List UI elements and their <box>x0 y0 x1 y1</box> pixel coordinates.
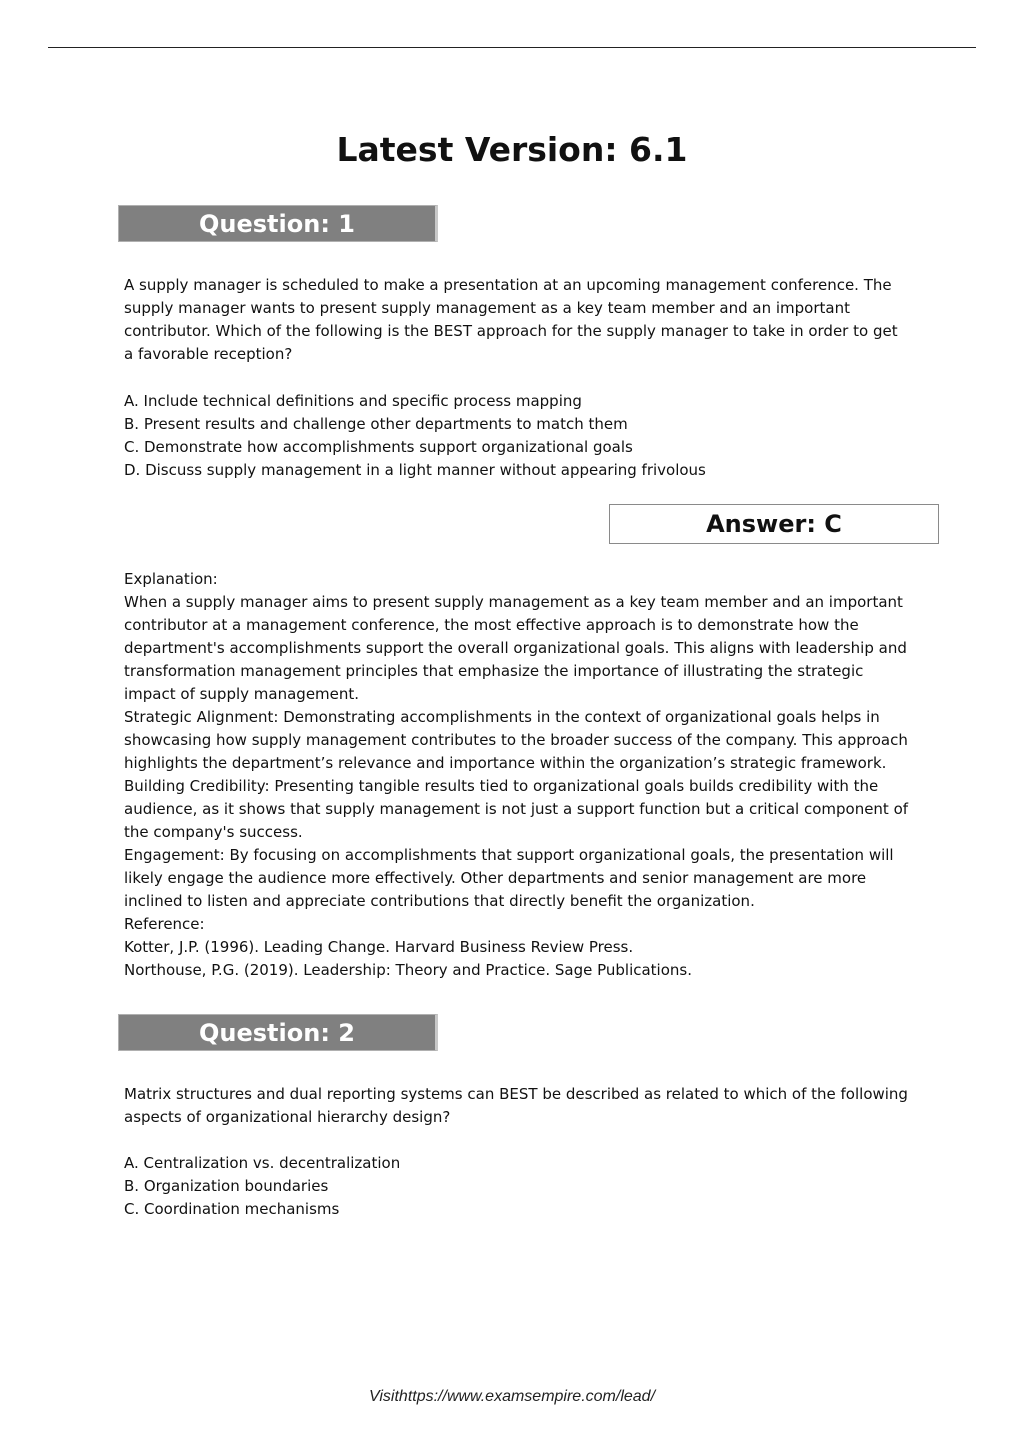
explanation-line: showcasing how supply management contributes to the broader success of the company. This approach <box>124 731 908 749</box>
footer-link[interactable]: Visithttps://www.examsempire.com/lead/ <box>368 1388 656 1405</box>
option-c: C. Coordination mechanisms <box>124 1200 340 1218</box>
question-1-stem <box>124 274 934 366</box>
explanation-line: impact of supply management. <box>124 685 360 703</box>
question-1-header: Question: 1 <box>118 205 438 242</box>
explanation-line: When a supply manager aims to present supply management as a key team member and an important <box>124 593 903 611</box>
reference-item: Kotter, J.P. (1996). Leading Change. Harvard Business Review Press. <box>124 938 634 956</box>
question-2-header: Question: 2 <box>118 1014 438 1051</box>
question-1-explanation <box>124 568 934 982</box>
explanation-line: likely engage the audience more effectively. Other departments and senior management are more <box>124 869 867 887</box>
reference-item: Northouse, P.G. (2019). Leadership: Theory and Practice. Sage Publications. <box>124 961 692 979</box>
explanation-line: the company's success. <box>124 823 303 841</box>
explanation-line: inclined to listen and appreciate contributions that directly benefit the organization. <box>124 892 755 910</box>
question-2-stem <box>124 1083 934 1129</box>
stem-line: a favorable reception? <box>124 345 293 363</box>
reference-heading: Reference: <box>124 915 205 933</box>
explanation-line: contributor at a management conference, the most effective approach is to demonstrate how the <box>124 616 859 634</box>
option-c: C. Demonstrate how accomplishments support organizational goals <box>124 438 633 456</box>
top-rule <box>48 47 976 48</box>
explanation-line: department's accomplishments support the overall organizational goals. This aligns with leadership and <box>124 639 907 657</box>
option-d: D. Discuss supply management in a light manner without appearing frivolous <box>124 461 706 479</box>
page-title: Latest Version: 6.1 <box>336 130 688 169</box>
question-2-options <box>124 1152 934 1221</box>
option-b: B. Organization boundaries <box>124 1177 329 1195</box>
stem-line: Matrix structures and dual reporting systems can BEST be described as related to which of the following <box>124 1085 908 1103</box>
explanation-line: audience, as it shows that supply management is not just a support function but a critical component of <box>124 800 909 818</box>
stem-line: aspects of organizational hierarchy design? <box>124 1108 451 1126</box>
explanation-line: Building Credibility: Presenting tangible results tied to organizational goals builds credibility with the <box>124 777 879 795</box>
stem-line: contributor. Which of the following is the BEST approach for the supply manager to take in order to get <box>124 322 898 340</box>
answer-box: Answer: C <box>609 504 939 544</box>
explanation-line: Strategic Alignment: Demonstrating accomplishments in the context of organizational goals helps in <box>124 708 880 726</box>
option-a: A. Centralization vs. decentralization <box>124 1154 401 1172</box>
option-b: B. Present results and challenge other departments to match them <box>124 415 628 433</box>
explanation-line: Engagement: By focusing on accomplishments that support organizational goals, the presentation will <box>124 846 894 864</box>
option-a: A. Include technical definitions and specific process mapping <box>124 392 582 410</box>
stem-line: supply manager wants to present supply management as a key team member and an important <box>124 299 850 317</box>
question-1-options <box>124 390 934 482</box>
explanation-line: Explanation: <box>124 570 218 588</box>
explanation-line: transformation management principles that emphasize the importance of illustrating the strategic <box>124 662 864 680</box>
stem-line: A supply manager is scheduled to make a presentation at an upcoming management conference. The <box>124 276 892 294</box>
explanation-line: highlights the department’s relevance and importance within the organization’s strategic framework. <box>124 754 887 772</box>
